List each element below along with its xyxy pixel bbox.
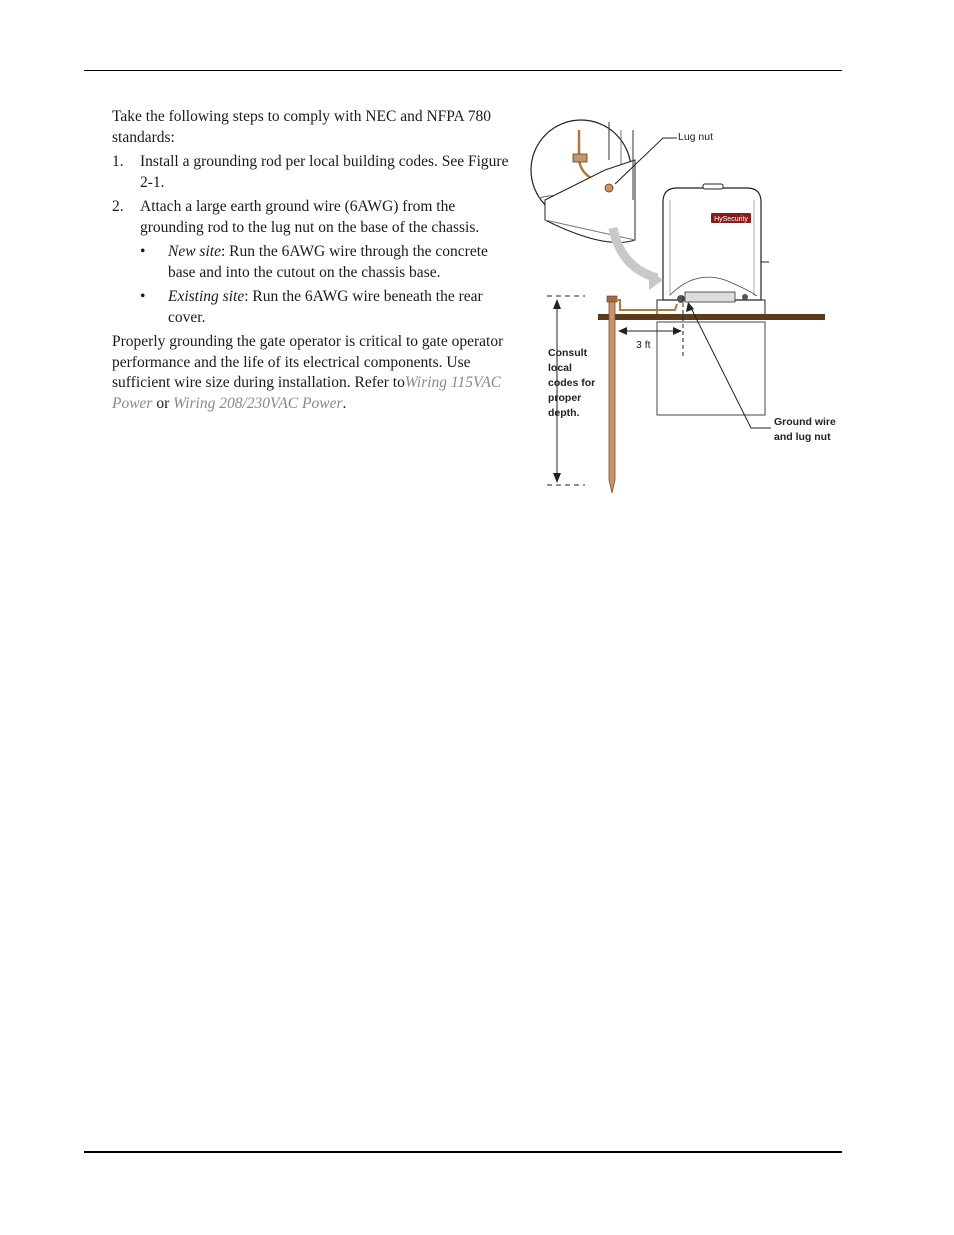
- bullet-term: Existing site: [168, 288, 245, 305]
- bullet-new-site: [112, 242, 512, 283]
- step-2: [112, 197, 512, 238]
- step-text: Attach a large earth ground wire (6AWG) from the grounding rod to the lug nut on the base of the chassis.: [140, 198, 480, 236]
- depth-callout: Consult local codes for proper depth.: [548, 347, 596, 419]
- grounding-rod: [609, 298, 615, 493]
- bullet-mark: •: [140, 243, 146, 260]
- closing-paragraph: [112, 332, 512, 414]
- step-text: Install a grounding rod per local building codes. See Figure 2-1.: [140, 153, 509, 191]
- concrete-base: [657, 322, 765, 415]
- bullet-existing-site: [112, 287, 512, 328]
- gate-operator-housing: [657, 184, 769, 316]
- step-number: 1.: [112, 153, 124, 170]
- step-number: 2.: [112, 198, 124, 215]
- instruction-text: [112, 107, 512, 418]
- link-wiring-208-230vac[interactable]: Wiring 208/230VAC Power: [173, 394, 343, 412]
- footer-rule: [84, 1151, 842, 1153]
- header-rule: [84, 70, 842, 71]
- link-wiring-115vac[interactable]: Wiring 115VAC Power: [112, 374, 502, 412]
- intro-paragraph: Take the following steps to comply with NEC and NFPA 780 standards:: [112, 108, 491, 146]
- closing-conjunction: or: [152, 394, 174, 412]
- bullet-text: : Run the 6AWG wire through the concrete base and into the cutout on the chassis base.: [168, 243, 488, 281]
- brand-label: HySecurity: [714, 216, 748, 223]
- bullet-mark: •: [140, 288, 146, 305]
- bullet-text: : Run the 6AWG wire beneath the rear cover.: [168, 288, 483, 326]
- ground-wire-callout: Ground wire and lug nut: [774, 416, 836, 443]
- distance-callout: 3 ft: [636, 339, 651, 351]
- step-1: [112, 152, 512, 193]
- closing-end: .: [342, 394, 347, 412]
- ground-surface: [598, 314, 825, 320]
- grounding-figure: [525, 100, 835, 500]
- lug-nut-callout: Lug nut: [678, 131, 714, 143]
- closing-text: Properly grounding the gate operator is critical to gate operator performance and the life of its electrical components. Use sufficient wire size during installation. Refer to: [112, 333, 504, 391]
- bullet-term: New site: [168, 243, 221, 260]
